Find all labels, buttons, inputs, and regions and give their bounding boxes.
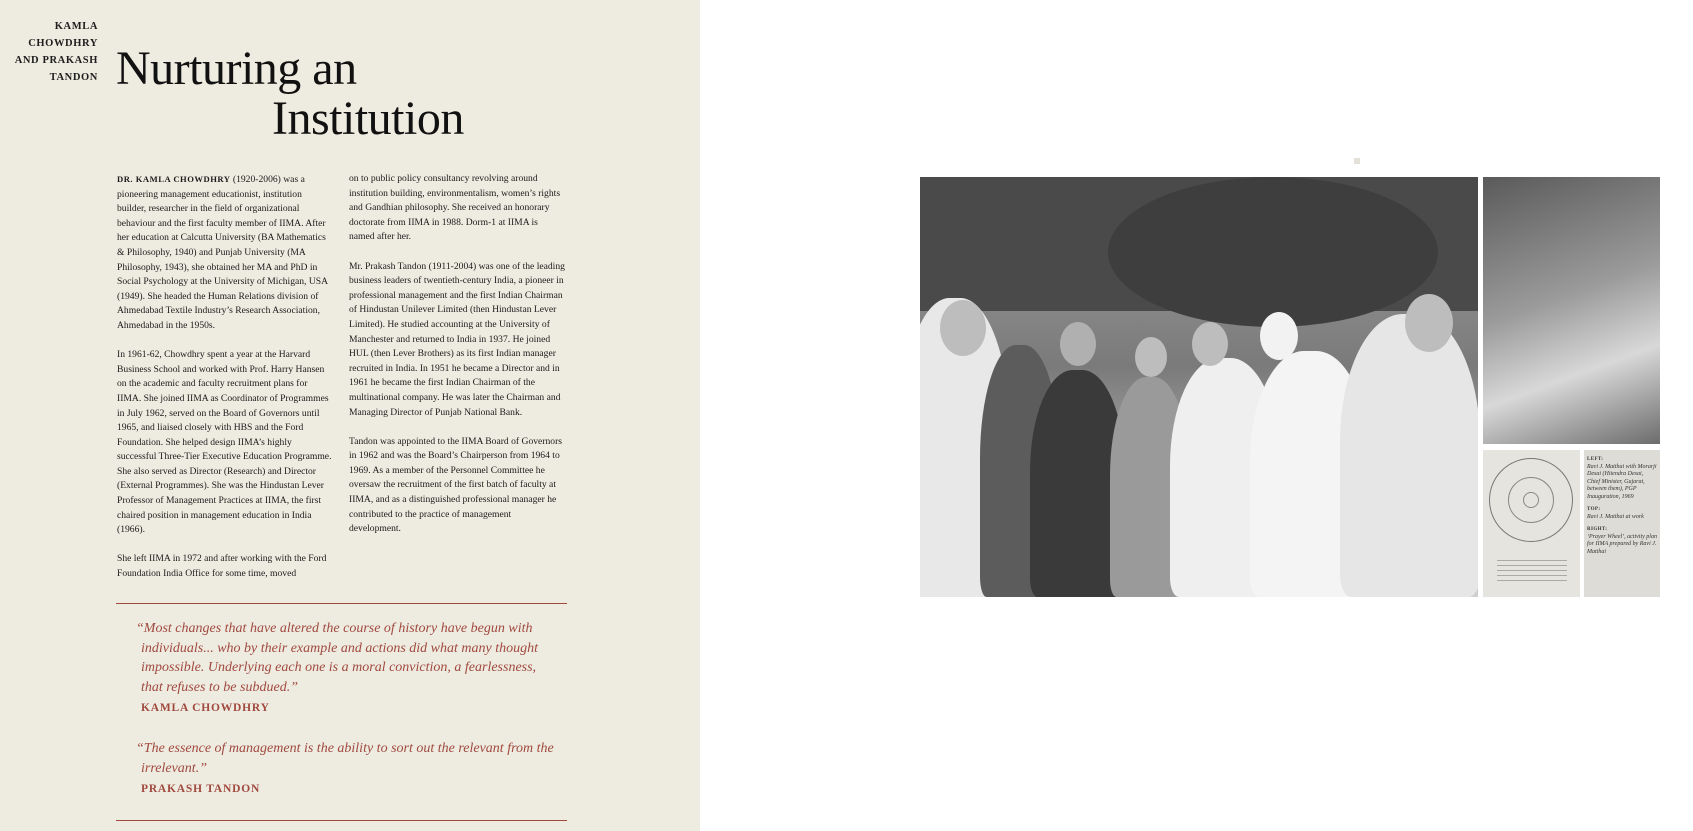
side-name-line: CHOWDHRY	[28, 38, 98, 49]
quote-attribution: KAMLA CHOWDHRY	[141, 702, 270, 714]
quote-text: “Most changes that have altered the course of history have begun with individuals... who by their example and actions did what many thought impossible. Underlying each one is a moral conviction, a fearlessness, that refuses to be subdued.”	[136, 621, 539, 695]
paragraph: In 1961-62, Chowdhry spent a year at the Harvard Business School and worked with Prof. Harry Hansen on the academic and faculty recruitment plans for IIMA. She joined IIMA as Coordinator of Programmes in July 1962, served on the Board of Governors until 1965, and liaised closely with HBS and the Ford Foundation. She helped design IIMA’s highly successful Three-Tier Executive Education Programme. She also served as Director (Research) and Director (External Programmes). She was the Hindustan Lever Professor of Management Practices at IIMA, the first chaired position in management education in India (1966).	[117, 349, 332, 536]
prayer-wheel-diagram	[1489, 458, 1573, 542]
quote-kamla	[136, 619, 556, 719]
photo-caption	[1584, 450, 1660, 597]
paragraph: She left IIMA in 1972 and after working with the Ford Foundation India Office for some time, moved	[117, 553, 327, 580]
head	[1260, 312, 1298, 360]
crowd	[920, 282, 1478, 597]
paragraph	[117, 172, 333, 334]
left-page	[0, 0, 700, 831]
page-title	[116, 44, 464, 144]
caption-label-left: LEFT:	[1587, 457, 1604, 462]
caption-text-left: Ravi J. Matthai with Morarji Desai (Hitendra Desai, Chief Minister, Gujarat, between them), PGP Inauguration, 1969	[1587, 463, 1657, 500]
text-column-1	[117, 172, 333, 596]
paragraph: on to public policy consultancy revolving around institution building, environmentalism, women’s rights and Gandhian philosophy. She received an honorary doctorate from IIMA in 1988. Dorm-1 at IIMA is named after her.	[349, 173, 561, 243]
side-name-line: TANDON	[49, 72, 98, 83]
caption-text-right: ‘Prayer Wheel’, activity plan for IIMA prepared by Ravi J. Matthai	[1587, 533, 1657, 555]
decorative-dot	[1354, 158, 1360, 164]
group-photo	[920, 177, 1478, 597]
paragraph-text: (1920-2006) was a pioneering management educationist, institution builder, researcher in the field of organizational behaviour and the first faculty member of IIMA. After her education at Calcutta University (BA Mathematics & Philosophy, 1940) and Punjab University (MA Philosophy, 1943), she obtained her MA and PhD in Social Psychology at the University of Michigan, USA (1949). She headed the Human Relations division of Ahmedabad Textile Industry’s Research Association, Ahmedabad in the 1950s.	[117, 174, 328, 331]
quote-attribution: PRAKASH TANDON	[141, 783, 261, 795]
caption-label-right: RIGHT:	[1587, 527, 1608, 532]
prayer-wheel-plan	[1483, 450, 1580, 597]
quote-text: “The essence of management is the ability to sort out the relevant from the irrelevant.”	[136, 741, 554, 776]
divider-bottom	[116, 820, 567, 821]
head	[1060, 322, 1096, 366]
head	[940, 300, 986, 356]
paragraph: Tandon was appointed to the IIMA Board of Governors in 1962 and was the Board’s Chairperson from 1964 to 1969. As a member of the Personnel Committee he oversaw the recruitment of the first batch of faculty at IIMA, and as a distinguished professional manager he contributed to the practice of management development.	[349, 435, 563, 535]
head	[1192, 322, 1228, 366]
lead-in-name: DR. KAMLA CHOWDHRY	[117, 174, 231, 184]
title-line-2: Institution	[272, 92, 464, 146]
person	[1340, 314, 1478, 598]
side-name-line: AND PRAKASH	[14, 55, 98, 66]
head	[1135, 337, 1167, 377]
side-name-line: KAMLA	[54, 21, 98, 32]
title-line-1: Nurturing an	[116, 42, 357, 96]
caption-label-top: TOP:	[1587, 507, 1601, 512]
paragraph: Mr. Prakash Tandon (1911-2004) was one of the leading business leaders of twentieth-century India, a pioneer in professional management and the first Indian Chairman of Hindustan Unilever Limited (then Hindustan Lever Limited). He studied accounting at the University of Manchester and returned to India in 1937. He joined HUL (then Lever Brothers) as its first Indian manager recruited in India. In 1951 he became a Director and in 1961 he became the first Indian Chairman of the multinational company. He was later the Chairman and Managing Director of Punjab National Bank.	[349, 260, 565, 418]
side-names	[10, 18, 98, 86]
divider-top	[116, 603, 567, 604]
caption-text-top: Ravi J. Matthai at work	[1587, 513, 1644, 520]
quote-prakash	[136, 739, 556, 800]
head	[1405, 294, 1453, 352]
text-column-2	[349, 172, 565, 551]
photo-at-work	[1483, 177, 1660, 444]
plan-caption-lines	[1497, 560, 1567, 585]
